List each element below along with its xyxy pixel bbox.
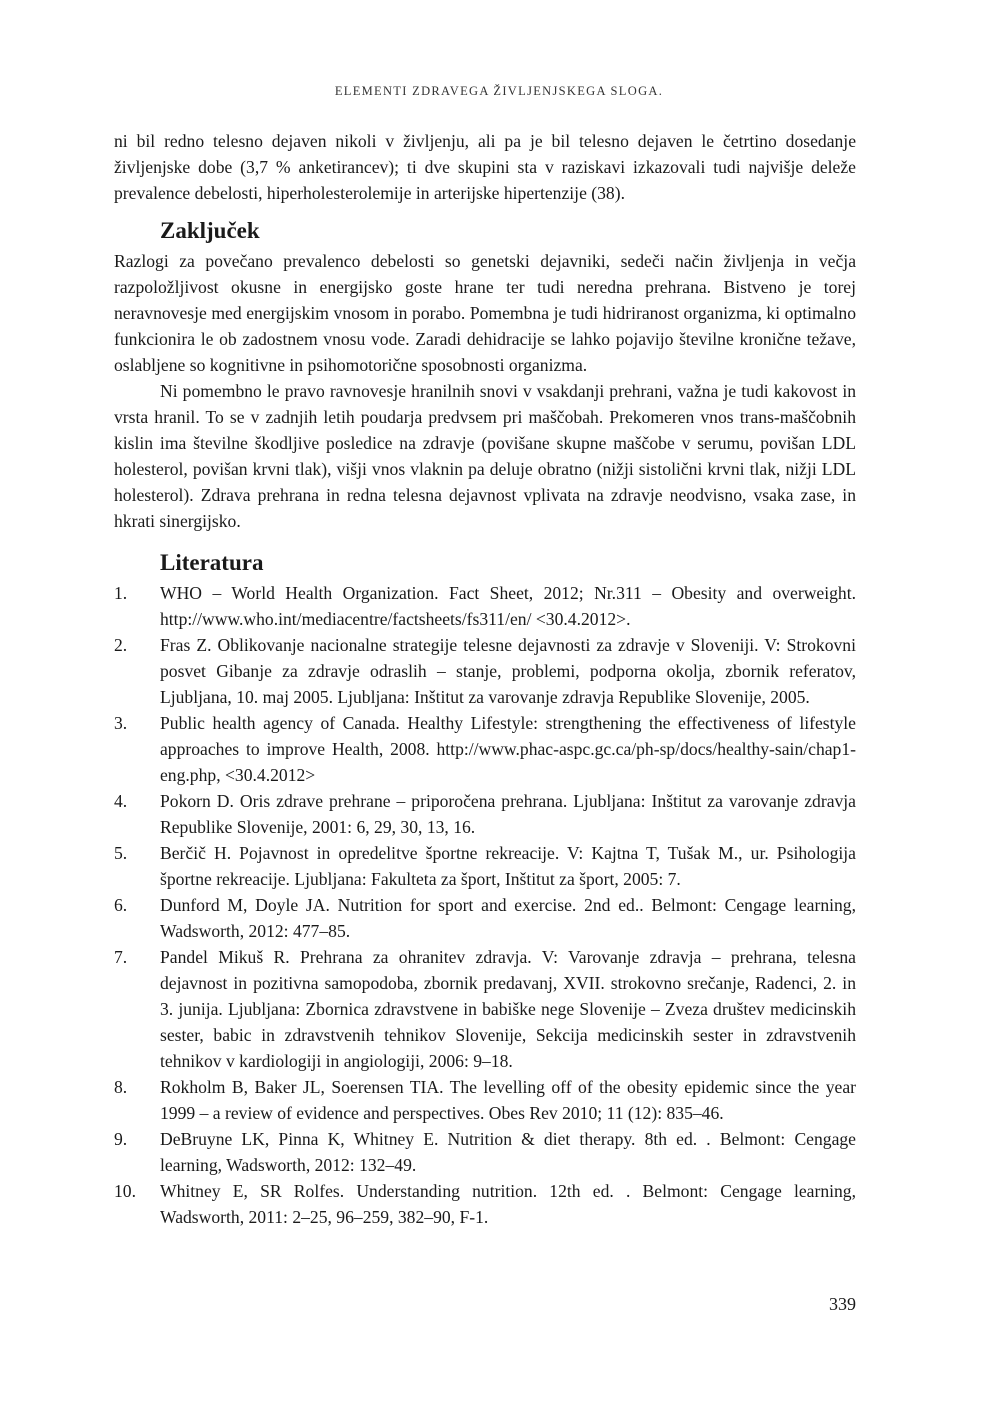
- reference-number: 3.: [114, 713, 128, 733]
- reference-item: [114, 1178, 856, 1230]
- reference-number: 8.: [114, 1077, 128, 1097]
- reference-text: Public health agency of Canada. Healthy Lifestyle: strengthening the effectiveness of lifestyle approaches to improve Health, 2008. http://www.phac-aspc.gc.ca/ph-sp/docs/healthy-sain/chap1-eng.php, <30.4.2012>: [160, 713, 856, 785]
- reference-number: 10.: [114, 1181, 136, 1201]
- reference-text: Fras Z. Oblikovanje nacionalne strategije telesne dejavnosti za zdravje v Sloveniji. V: Strokovni posvet Gibanje za zdravje odraslih – stanje, problemi, podporna okolja, zbornik referatov, Ljubljana, 10. maj 2005. Ljubljana: Inštitut za varovanje zdravja Republike Slovenije, 2005.: [160, 635, 856, 707]
- reference-item: [114, 632, 856, 710]
- page-number: 339: [829, 1294, 856, 1314]
- page-body: [114, 128, 856, 1230]
- reference-item: [114, 840, 856, 892]
- conclusion-paragraph-2: Ni pomembno le pravo ravnovesje hranilnih snovi v vsakdanji prehrani, važna je tudi kakovost in vrsta hranil. To se v zadnjih letih poudarja predvsem pri maščobah. Prekomeren vnos trans-maščobnih kislin ima številne škodljive posledice na zdravje (povišane skupne maščobe v serumu, povišan LDL holesterol, povišan krvni tlak), višji vnos vlaknin pa deluje obratno (nižji sistolični krvni tlak, nižji LDL holesterol). Zdrava prehrana in redna telesna dejavnost vplivata na zdravje neodvisno, vsaka zase, in hkrati sinergijsko.: [114, 381, 856, 531]
- reference-item: [114, 944, 856, 1074]
- reference-text: WHO – World Health Organization. Fact Sheet, 2012; Nr.311 – Obesity and overweight. http://www.who.int/mediacentre/factsheets/fs311/en/ <30.4.2012>.: [160, 583, 856, 629]
- reference-text: Rokholm B, Baker JL, Soerensen TIA. The levelling off of the obesity epidemic since the year 1999 – a review of evidence and perspectives. Obes Rev 2010; 11 (12): 835–46.: [160, 1077, 856, 1123]
- reference-number: 6.: [114, 895, 128, 915]
- reference-text: Dunford M, Doyle JA. Nutrition for sport and exercise. 2nd ed.. Belmont: Cengage learning, Wadsworth, 2012: 477–85.: [160, 895, 856, 941]
- reference-item: [114, 1074, 856, 1126]
- reference-text: Pokorn D. Oris zdrave prehrane – priporočena prehrana. Ljubljana: Inštitut za varovanje zdravja Republike Slovenije, 2001: 6, 29, 30, 13, 16.: [160, 791, 856, 837]
- reference-number: 2.: [114, 635, 128, 655]
- running-head: ELEMENTI ZDRAVEGA ŽIVLJENJSKEGA SLOGA.: [334, 84, 664, 98]
- intro-paragraph: ni bil redno telesno dejaven nikoli v življenju, ali pa je bil telesno dejaven le četrtino dosedanje življenjske dobe (3,7 % anketirancev); ti dve skupini sta v raziskavi izkazovali tudi najvišje deleže prevalence debelosti, hiperholesterolemije in arterijske hipertenzije (38).: [114, 131, 856, 203]
- reference-number: 4.: [114, 791, 128, 811]
- conclusion-paragraph-1: Razlogi za povečano prevalenco debelosti so genetski dejavniki, sedeči način življenja in večja razpoložljivost okusne in energijsko goste hrane ter tudi neredna prehrana. Bistveno je torej neravnovesje med energijskim vnosom in porabo. Pomembna je tudi hidriranost organizma, ki optimalno funkcionira le ob zadostnem vnosu vode. Zaradi dehidracije se lahko pojavijo številne kronične težave, oslabljene so kognitivne in psihomotorične sposobnosti organizma.: [114, 251, 856, 375]
- reference-item: [114, 892, 856, 944]
- reference-item: [114, 1126, 856, 1178]
- reference-list: [114, 580, 856, 1230]
- reference-text: Pandel Mikuš R. Prehrana za ohranitev zdravja. V: Varovanje zdravja – prehrana, telesna dejavnost in pozitivna samopodoba, zbornik predavanj, XVII. strokovno srečanje, Radenci, 2. in 3. junija. Ljubljana: Zbornica zdravstvene in babiške nege Slovenije – Zveza društev medicinskih sester, babic in zdravstvenih tehnikov Slovenije, Sekcija medicinskih sester in zdravstvenih tehnikov v kardiologiji in angiologiji, 2006: 9–18.: [160, 947, 856, 1071]
- reference-number: 1.: [114, 583, 128, 603]
- reference-number: 7.: [114, 947, 128, 967]
- reference-item: [114, 710, 856, 788]
- reference-text: Whitney E, SR Rolfes. Understanding nutrition. 12th ed. . Belmont: Cengage learning, Wadsworth, 2011: 2–25, 96–259, 382–90, F-1.: [160, 1181, 856, 1227]
- conclusion-heading: Zaključek: [160, 218, 260, 243]
- reference-text: DeBruyne LK, Pinna K, Whitney E. Nutrition & diet therapy. 8th ed. . Belmont: Cengage learning, Wadsworth, 2012: 132–49.: [160, 1129, 856, 1175]
- reference-item: [114, 788, 856, 840]
- reference-item: [114, 580, 856, 632]
- literature-heading: Literatura: [160, 550, 264, 575]
- reference-number: 5.: [114, 843, 128, 863]
- reference-number: 9.: [114, 1129, 128, 1149]
- reference-text: Berčič H. Pojavnost in opredelitve športne rekreacije. V: Kajtna T, Tušak M., ur. Psihologija športne rekreacije. Ljubljana: Fakulteta za šport, Inštitut za šport, 2005: 7.: [160, 843, 856, 889]
